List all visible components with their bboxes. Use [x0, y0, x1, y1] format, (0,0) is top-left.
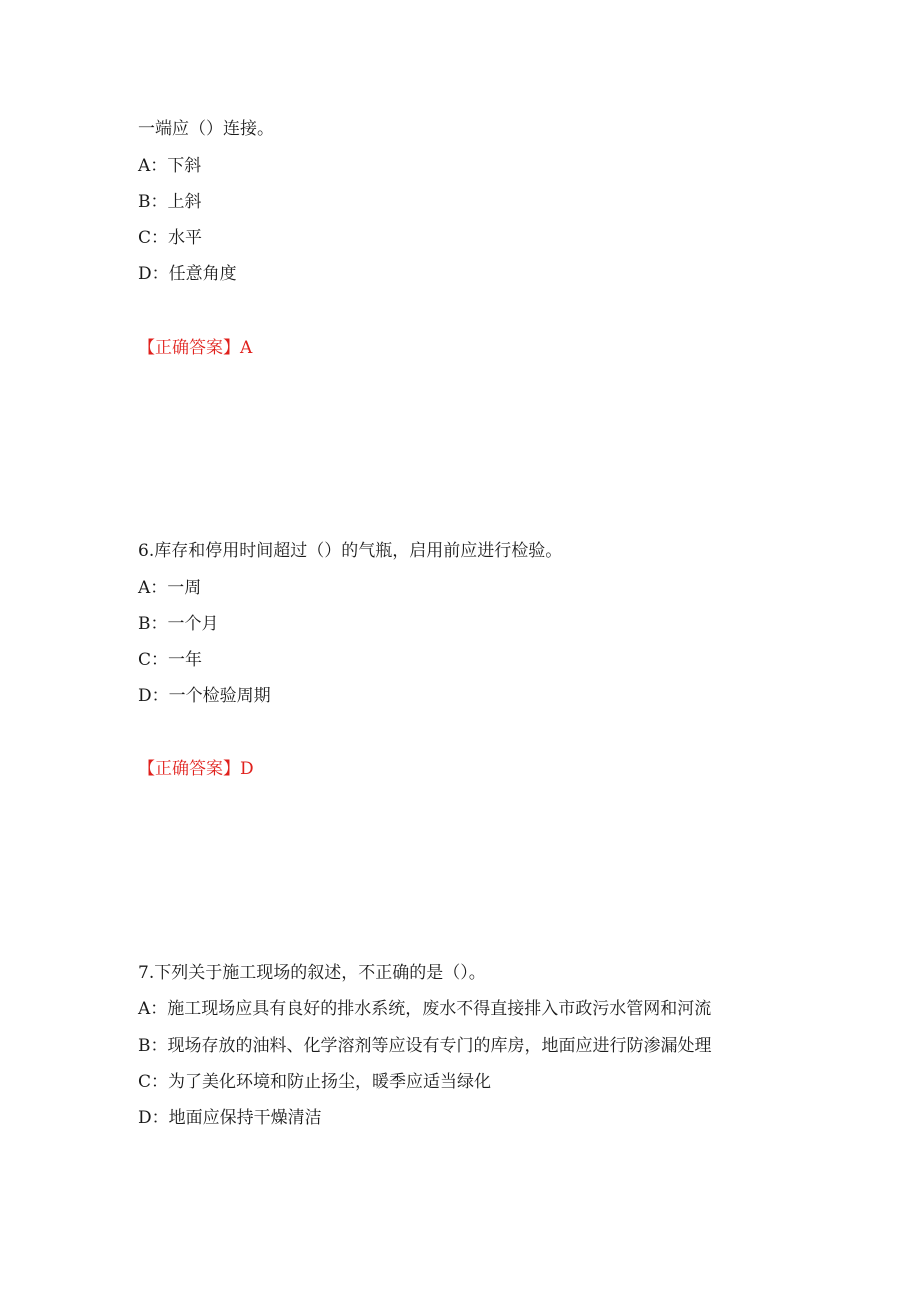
option-text: 一周 — [167, 578, 202, 598]
option-label: A： — [138, 578, 168, 598]
question-5-option-b — [138, 191, 202, 213]
question-7-option-c — [138, 1071, 491, 1093]
option-text: 一个检验周期 — [168, 686, 271, 706]
question-7-option-d — [138, 1107, 322, 1129]
option-text: 一年 — [168, 650, 203, 670]
option-label: B： — [138, 1036, 168, 1056]
option-label: C： — [138, 228, 169, 248]
question-7-option-b — [138, 1035, 712, 1057]
option-label: A： — [138, 999, 168, 1019]
question-6-option-d — [138, 685, 271, 707]
question-6-option-c — [138, 649, 202, 671]
option-text: 上斜 — [167, 192, 202, 212]
option-text: 水平 — [168, 228, 203, 248]
question-7-stem: 7.下列关于施工现场的叙述，不正确的是（）。 — [138, 963, 486, 983]
option-text: 现场存放的油料、化学溶剂等应设有专门的库房，地面应进行防渗漏处理 — [167, 1036, 712, 1056]
question-6-option-a — [138, 577, 201, 599]
option-text: 地面应保持干燥清洁 — [168, 1108, 322, 1128]
option-text: 任意角度 — [168, 264, 237, 284]
option-label: B： — [138, 614, 168, 634]
question-6-option-b — [138, 613, 219, 635]
question-7-option-a — [138, 998, 711, 1020]
question-6-answer: 【正确答案】D — [138, 759, 254, 779]
option-label: A： — [138, 156, 168, 176]
option-text: 一个月 — [167, 614, 219, 634]
question-5-option-c — [138, 227, 202, 249]
option-label: D： — [138, 264, 169, 284]
question-5-option-d — [138, 263, 237, 285]
question-6-stem: 6.库存和停用时间超过（）的气瓶，启用前应进行检验。 — [138, 541, 563, 561]
option-label: C： — [138, 1072, 169, 1092]
option-text: 下斜 — [167, 156, 202, 176]
option-text: 施工现场应具有良好的排水系统，废水不得直接排入市政污水管网和河流 — [167, 999, 712, 1019]
option-label: D： — [138, 1108, 169, 1128]
question-5-stem: 一端应（）连接。 — [138, 119, 274, 139]
question-5-answer: 【正确答案】A — [138, 338, 253, 358]
option-text: 为了美化环境和防止扬尘，暖季应适当绿化 — [168, 1072, 492, 1092]
question-5-option-a — [138, 155, 201, 177]
option-label: B： — [138, 192, 168, 212]
option-label: D： — [138, 686, 169, 706]
option-label: C： — [138, 650, 169, 670]
